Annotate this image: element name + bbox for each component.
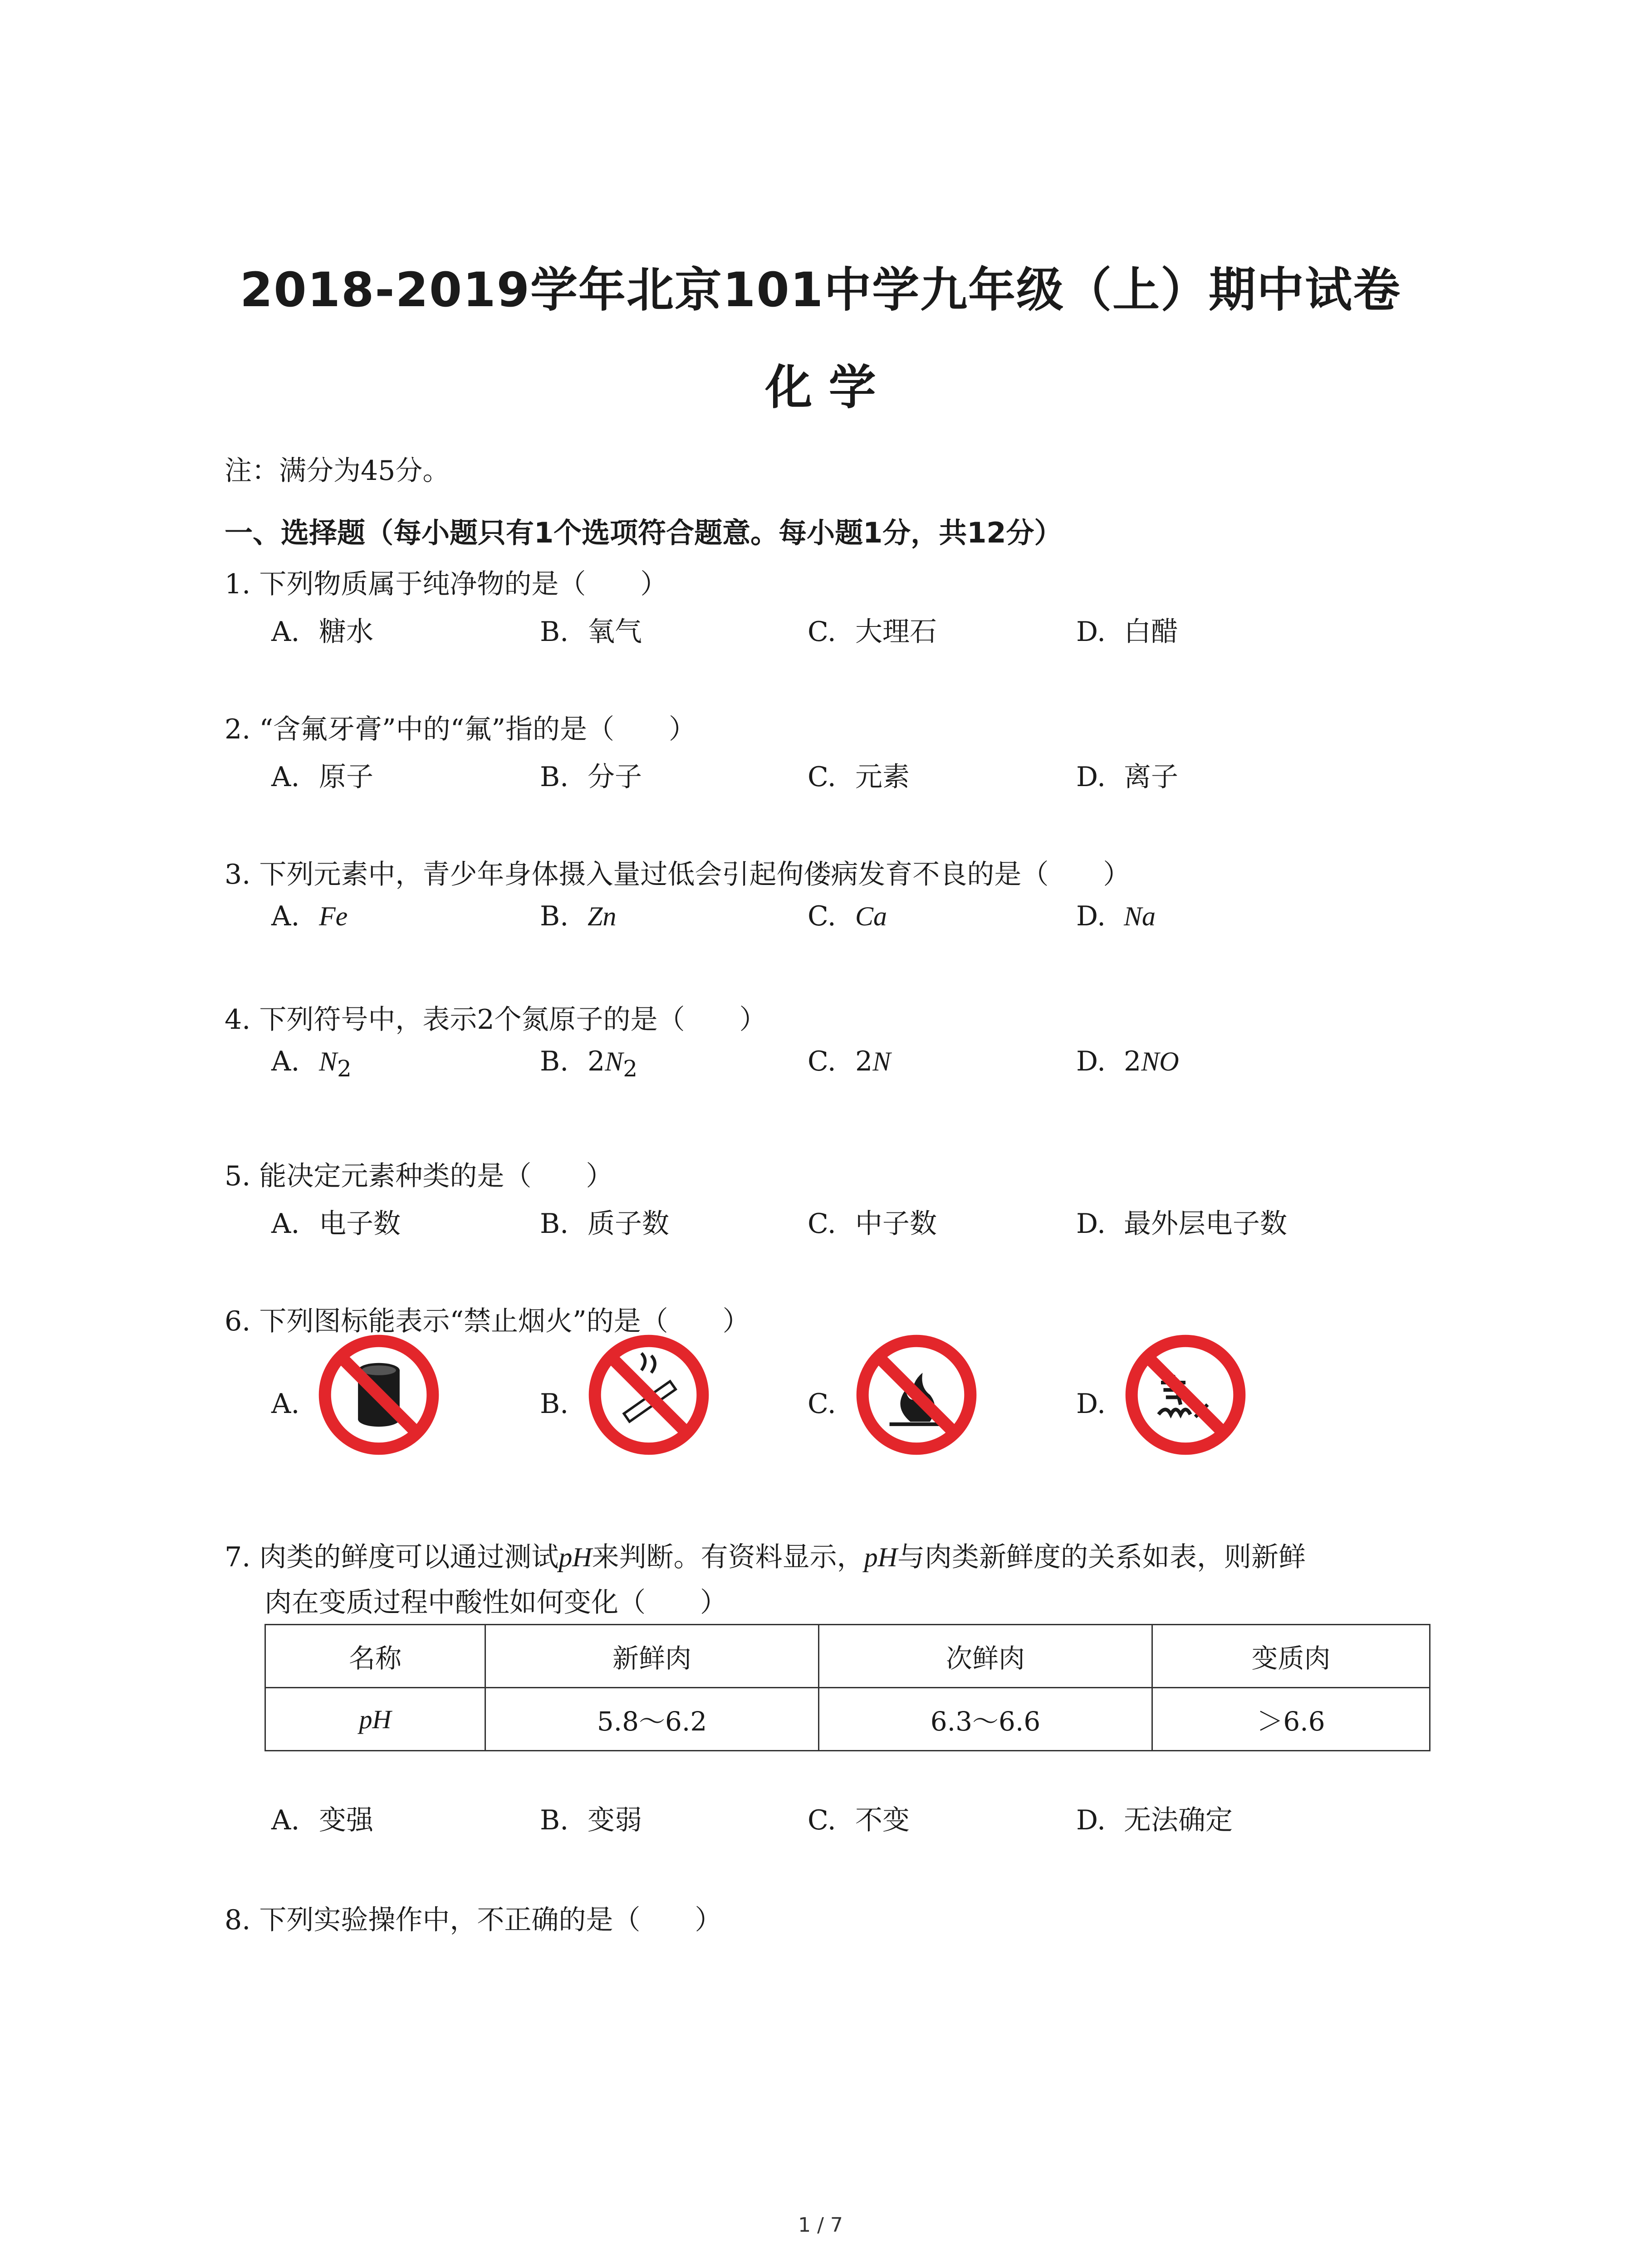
option-b: B. 质子数 [540,1208,669,1240]
question-text: 下列实验操作中，不正确的是（ ） [259,1904,722,1936]
option-d: D. 白醋 [1076,616,1178,648]
option-a: A. 电子数 [271,1208,401,1240]
option-b: B. 变弱 [540,1804,642,1836]
no-smoking-icon [588,1334,710,1456]
question-number: 1. [225,568,251,600]
question-number: 3. [225,859,251,890]
question-number: 5. [225,1160,251,1192]
table-header-cell: 名称 [265,1625,485,1688]
question-6 [225,1300,750,1339]
no-fire-icon [855,1334,978,1456]
option-a: A. $N_2$ [271,1046,352,1082]
question-5 [225,1154,613,1193]
question-number: 8. [225,1904,251,1936]
exam-title: 2018-2019学年北京101中学九年级（上）期中试卷 [240,262,1401,318]
option-b: B. 分子 [540,761,642,793]
table-cell: 5.8～6.2 [485,1688,819,1751]
question-text: 下列符号中，表示2个氮原子的是（ ） [259,1004,767,1036]
option-a: A. Fe [271,900,348,932]
question-number: 7. [225,1541,251,1573]
table-header-cell: 变质肉 [1152,1625,1430,1688]
option-c: C. 元素 [808,761,910,793]
question-text: 下列元素中，青少年身体摄入量过低会引起佝偻病发育不良的是（ ） [259,859,1131,890]
table-header-cell: 新鲜肉 [485,1625,819,1688]
question-8 [225,1898,722,1937]
option-b: B. Zn [540,900,617,932]
question-number: 4. [225,1004,251,1036]
option-b: B. $2N_2$ [540,1046,638,1082]
question-number: 2. [225,714,251,745]
option-c: C. Ca [808,900,887,932]
option-d: D. 2NO [1076,1046,1179,1077]
question-number: 6. [225,1305,251,1337]
score-note: 注：满分为45分。 [225,455,450,487]
question-text: 能决定元素种类的是（ ） [259,1160,613,1192]
option-c: C. 中子数 [808,1208,937,1240]
option-d: D. Na [1076,900,1156,932]
table-header-cell: 次鲜肉 [819,1625,1152,1688]
page-number: 1 / 7 [798,2214,843,2237]
question-text: 下列物质属于纯净物的是（ ） [259,568,668,600]
question-1 [225,562,667,601]
option-d: D. 最外层电子数 [1076,1208,1287,1240]
no-burning-icon [1124,1334,1247,1456]
table-cell: ＞6.6 [1152,1688,1430,1751]
ph-table [265,1624,1430,1751]
question-4 [225,998,767,1037]
question-7: 7. 肉类的鲜度可以通过测试pH来判断。有资料显示，pH与肉类新鲜度的关系如表，则新鲜 [225,1541,1306,1573]
option-a: A. 变强 [271,1804,373,1836]
option-a-label: A. [271,1388,300,1420]
option-c: C. 大理石 [808,616,937,648]
question-3 [225,853,1130,892]
option-d-label: D. [1076,1388,1106,1420]
option-a: A. 糖水 [271,616,373,648]
question-7-line2: 肉在变质过程中酸性如何变化（ ） [265,1587,727,1618]
table-row-label: pH [265,1688,485,1751]
option-d: D. 无法确定 [1076,1804,1233,1836]
option-c: C. 不变 [808,1804,910,1836]
section-heading: 一、选择题（每小题只有1个选项符合题意。每小题1分，共12分） [225,516,1063,549]
option-b: B. 氧气 [540,616,642,648]
option-b-label: B. [540,1388,569,1420]
table-row [265,1688,1430,1751]
question-2 [225,708,696,747]
table-cell: 6.3～6.6 [819,1688,1152,1751]
question-text: 下列图标能表示“禁止烟火”的是（ ） [259,1305,750,1337]
subject-title: 化 学 [765,360,876,415]
table-header-row [265,1625,1430,1688]
option-c: C. 2N [808,1046,891,1077]
option-d: D. 离子 [1076,761,1178,793]
option-a: A. 原子 [271,761,373,793]
no-oil-drum-icon [318,1334,440,1456]
option-c-label: C. [808,1388,836,1420]
question-text: “含氟牙膏”中的“氟”指的是（ ） [259,714,696,745]
